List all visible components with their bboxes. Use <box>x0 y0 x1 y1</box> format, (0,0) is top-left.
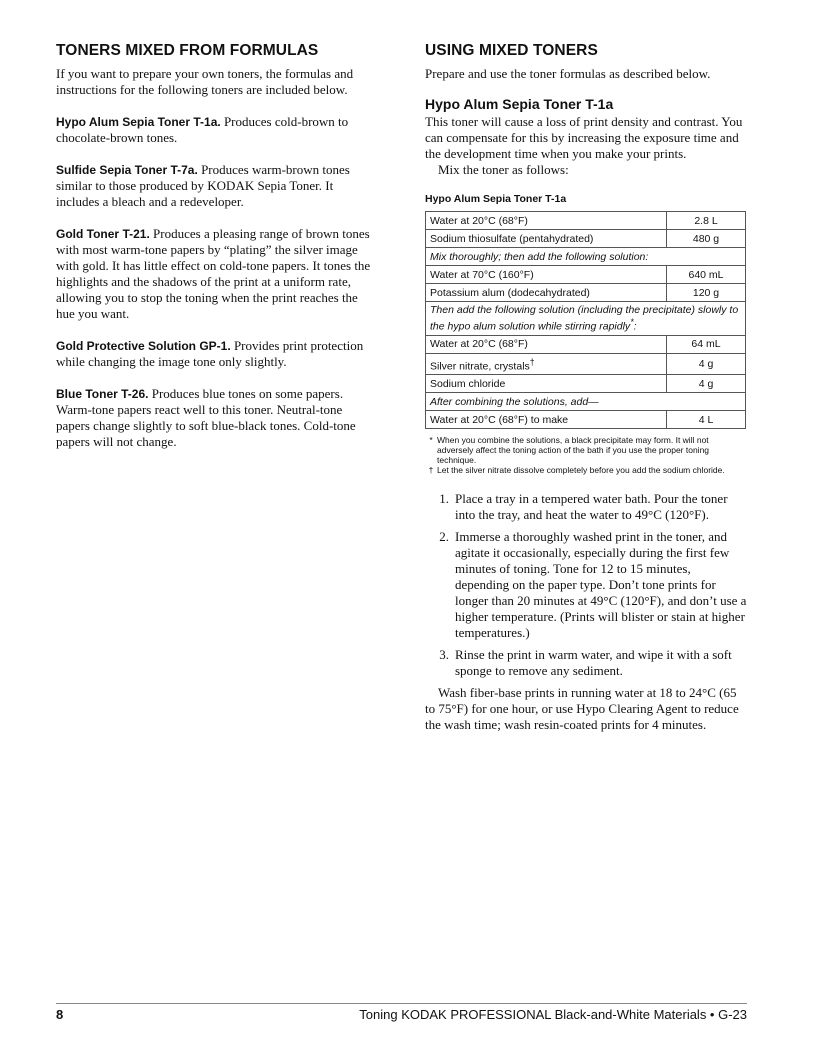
ingredient-cell <box>426 353 667 375</box>
table-row <box>426 375 746 393</box>
amount-cell: 640 mL <box>667 266 746 284</box>
step-number: 3. <box>439 647 449 662</box>
amount-cell: 4 L <box>667 411 746 429</box>
section-title-using-mixed: USING MIXED TONERS <box>425 42 598 59</box>
step-text: Rinse the print in warm water, and wipe it with a soft sponge to remove any sediment. <box>455 647 732 678</box>
step-text: Immerse a thoroughly washed print in the toner, and agitate it occasionally, especially during the first few minutes of toning. Tone for 12 to 15 minutes, depending on the paper type. Don’t tone prints for longer than 20 minutes at 49°C (120°F), and don’t use a higher temperature. (Prints will blister or stain at higher temperatures.) <box>455 529 747 640</box>
note-text: Then add the following solution (including the precipitate) slowly to the hypo alum solution while stirring rapidly <box>430 304 739 333</box>
list-item <box>425 491 747 523</box>
mix-instruction: Mix the toner as follows: <box>438 162 569 177</box>
footnote-symbol: * <box>429 435 433 445</box>
toner-description: Provides print protection while changing the image tone only slightly. <box>56 338 364 369</box>
table-row <box>426 284 746 302</box>
step-number: 2. <box>439 529 449 544</box>
toner-name: Hypo Alum Sepia Toner T-1a. <box>56 115 221 129</box>
toner-name: Blue Toner T-26. <box>56 387 149 401</box>
formula-table <box>425 211 746 429</box>
amount-cell: 4 g <box>667 375 746 393</box>
footnote-text: Let the silver nitrate dissolve completely before you add the sodium chloride. <box>437 465 725 475</box>
toner-name: Sulfide Sepia Toner T-7a. <box>56 163 198 177</box>
step-number: 1. <box>439 491 449 506</box>
intro-paragraph: If you want to prepare your own toners, the formulas and instructions for the following toners are included below. <box>56 66 354 97</box>
right-column <box>425 42 747 733</box>
ingredient-cell: Water at 70°C (160°F) <box>426 266 667 284</box>
table-row <box>426 411 746 429</box>
toner-name: Gold Protective Solution GP-1. <box>56 339 231 353</box>
toner-entry-t21 <box>56 226 378 322</box>
toner-description: Produces cold-brown to chocolate-brown tones. <box>56 114 349 145</box>
ingredient-cell: Water at 20°C (68°F) to make <box>426 411 667 429</box>
toner-description: Produces a pleasing range of brown tones with most warm-tone papers by “plating” the silver image with gold. It has little effect on cold-tone papers. It tones the highlights and the shadows of the print at a uniform rate, allowing you to stop the toning when the print reaches the hue you want. <box>56 226 371 321</box>
table-row <box>426 266 746 284</box>
using-intro: Prepare and use the toner formulas as described below. <box>425 66 711 81</box>
wash-paragraph: Wash fiber-base prints in running water at 18 to 24°C (65 to 75°F) for one hour, or use Hypo Clearing Agent to reduce the wash time; wash resin-coated prints for 4 minutes. <box>425 685 739 732</box>
ingredient-cell: Sodium thiosulfate (pentahydrated) <box>426 230 667 248</box>
toner-description-paragraph: This toner will cause a loss of print density and contrast. You can compensate for this by increasing the exposure time and the development time when you make your prints. <box>425 114 743 161</box>
toner-entry-t1a <box>56 114 378 146</box>
amount-cell: 480 g <box>667 230 746 248</box>
list-item <box>425 647 747 679</box>
amount-cell: 4 g <box>667 353 746 375</box>
page-number: 8 <box>56 1007 64 1022</box>
procedure-steps <box>425 491 747 679</box>
table-note-row <box>426 393 746 411</box>
toner-name: Gold Toner T-21. <box>56 227 150 241</box>
toner-entry-t7a <box>56 162 378 210</box>
table-caption: Hypo Alum Sepia Toner T-1a <box>425 193 567 205</box>
step-text: Place a tray in a tempered water bath. Pour the toner into the tray, and heat the water to 49°C (120°F). <box>455 491 728 522</box>
instruction-note: Mix thoroughly; then add the following solution: <box>426 248 746 266</box>
table-note-row <box>426 302 746 336</box>
footnote <box>425 435 747 465</box>
footnote-mark: * <box>630 317 634 327</box>
toner-entry-gp1 <box>56 338 378 370</box>
table-row <box>426 335 746 353</box>
footnotes <box>425 435 747 475</box>
note-end: : <box>633 320 637 333</box>
table-row <box>426 353 746 375</box>
footnote-symbol: † <box>428 465 434 475</box>
amount-cell: 2.8 L <box>667 212 746 230</box>
table-row <box>426 230 746 248</box>
footnote-mark: † <box>529 356 535 367</box>
ingredient-cell: Water at 20°C (68°F) <box>426 335 667 353</box>
footnote-text: When you combine the solutions, a black precipitate may form. It will not adversely affect the toning action of the bath if you use the proper toning technique. <box>437 435 710 465</box>
ingredient-cell: Water at 20°C (68°F) <box>426 212 667 230</box>
table-note-row <box>426 248 746 266</box>
ingredient-text: Silver nitrate, crystals <box>430 360 530 372</box>
page-footer <box>56 1003 747 1022</box>
subsection-title: Hypo Alum Sepia Toner T-1a <box>425 96 614 112</box>
toner-description: Produces blue tones on some papers. Warm-tone papers react well to this toner. Neutral-tone papers change slightly to soft blue-black tones. Cold-tone papers will not change. <box>56 386 356 449</box>
instruction-note <box>426 302 746 336</box>
amount-cell: 64 mL <box>667 335 746 353</box>
table-row <box>426 212 746 230</box>
list-item <box>425 529 747 641</box>
left-column <box>56 42 378 450</box>
section-title-toners-mixed: TONERS MIXED FROM FORMULAS <box>56 42 319 59</box>
ingredient-cell: Potassium alum (dodecahydrated) <box>426 284 667 302</box>
footnote <box>425 465 747 475</box>
amount-cell: 120 g <box>667 284 746 302</box>
instruction-note: After combining the solutions, add— <box>426 393 746 411</box>
running-footer-title: Toning KODAK PROFESSIONAL Black-and-White Materials • G-23 <box>359 1007 747 1022</box>
ingredient-cell: Sodium chloride <box>426 375 667 393</box>
toner-description: Produces warm-brown tones similar to those produced by KODAK Sepia Toner. It includes a bleach and a redeveloper. <box>56 162 350 209</box>
toner-entry-t26 <box>56 386 378 450</box>
